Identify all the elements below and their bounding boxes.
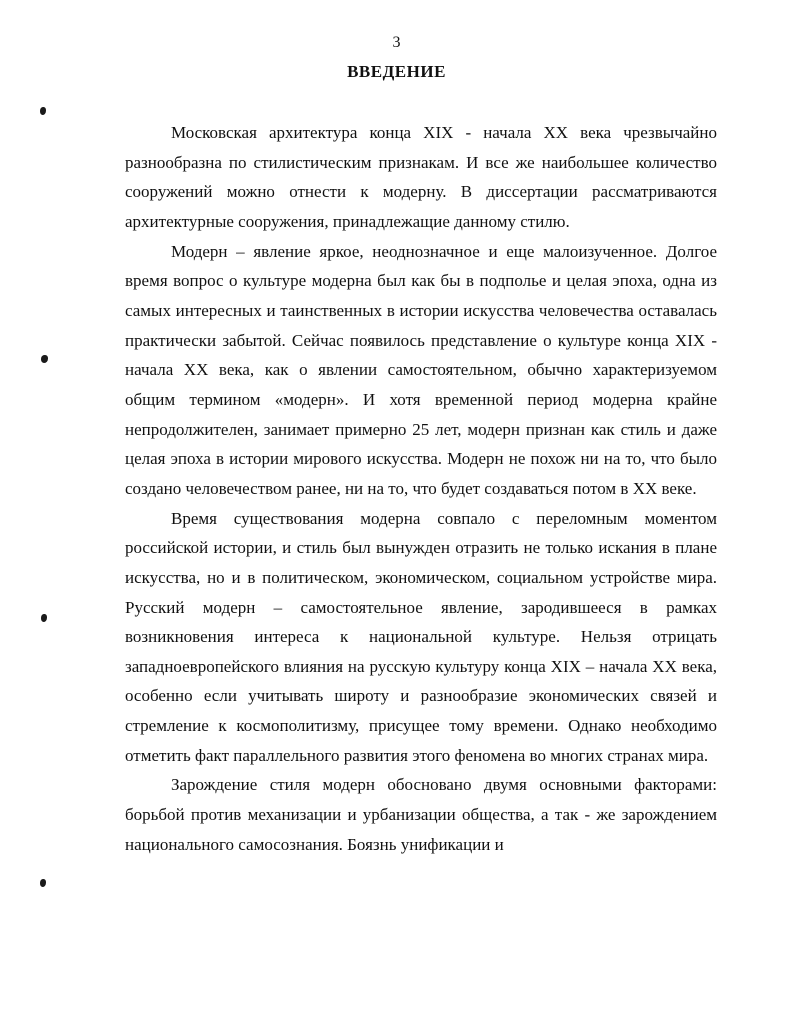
margin-binding-mark (40, 879, 46, 887)
section-heading: ВВЕДЕНИЕ (347, 62, 446, 81)
paragraph-3: Время существования модерна совпало с переломным моментом российской истории, и стиль был вынужден отразить не только искания в плане искусства, но и в политическом, экономическом, социальном устройстве мира. Русский модерн – самостоятельное явление, зародившееся в рамках возникновения интереса к национальной культуре. Нельзя отрицать западноевропейского влияния на русскую культуру конца XIX – начала XX века, особенно если учитывать широту и разнообразие экономических связей и стремление к космополитизму, присущее тому времени. Однако необходимо отметить факт параллельного развития этого феномена во многих странах мира. (125, 508, 717, 765)
body-text (125, 118, 717, 859)
page-number: 3 (392, 34, 401, 51)
paragraph-4: Зарождение стиля модерн обосновано двумя основными факторами: борьбой против механизации и урбанизации общества, а так - же зарождением национального самосознания. Боязнь унификации и (125, 775, 717, 854)
paragraph-2: Модерн – явление яркое, неоднозначное и еще малоизученное. Долгое время вопрос о культуре модерна был как бы в подполье и целая эпоха, одна из самых интересных и таинственных в истории искусства человечества оставалась практически забытой. Сейчас появилось представление о культуре конца XIX - начала XX века, как о явлении самостоятельном, обычно характеризуемом общим термином «модерн». И хотя временной период модерна крайне непродолжителен, занимает примерно 25 лет, модерн признан как стиль и даже целая эпоха в истории мирового искусства. Модерн не похож ни на то, что было создано человечеством ранее, ни на то, что будет создаваться потом в XX веке. (125, 241, 717, 498)
margin-binding-mark (41, 355, 48, 363)
margin-binding-mark (41, 614, 47, 622)
paragraph-1: Московская архитектура конца XIX - начала XX века чрезвычайно разнообразна по стилистическим признакам. И все же наибольшее количество сооружений можно отнести к модерну. В диссертации рассматриваются архитектурные сооружения, принадлежащие данному стилю. (125, 123, 717, 231)
margin-binding-mark (40, 107, 46, 115)
